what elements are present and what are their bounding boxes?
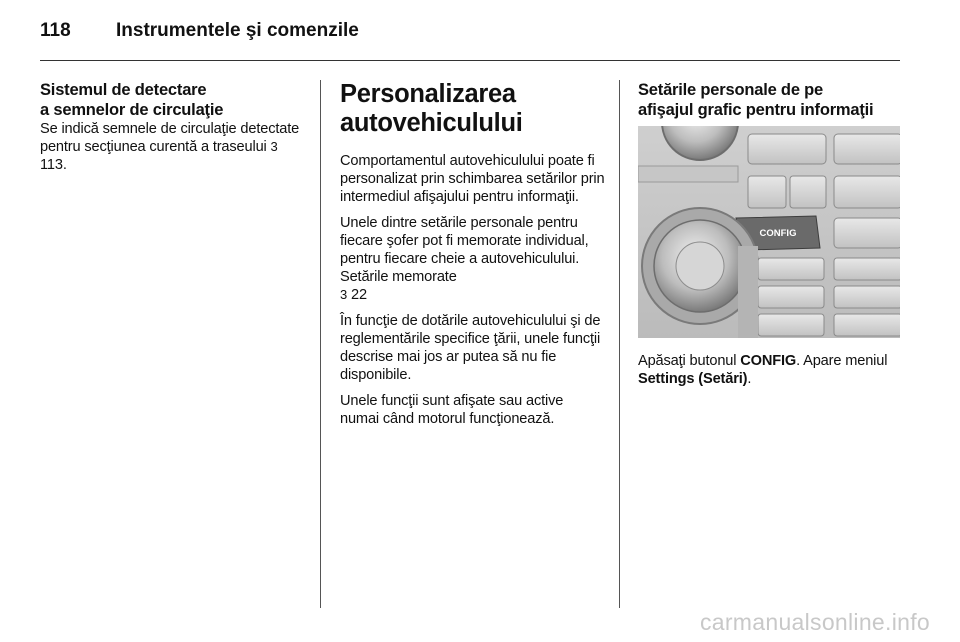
paragraph-2: Unele dintre setările personale pentru fiecare şofer pot fi memorate individual, pentru fiecare cheie a autovehiculului. Setările memorate 3 22 — [340, 215, 589, 303]
config-keyword: CONFIG — [740, 353, 797, 369]
paragraph-4: Unele funcţii sunt afişate sau active numai când motorul funcţionează. — [340, 393, 564, 427]
traffic-sign-heading: Sistemul de detectare a semnelor de circulaţie — [40, 81, 224, 119]
personalization-heading: Personalizarea autovehiculului — [340, 80, 523, 137]
config-label: CONFIG — [759, 228, 797, 239]
page-ref-icon: 3 — [270, 139, 278, 154]
paragraph-3: În funcţie de dotările autovehiculului şi de reglementările specifice ţării, unele funcţii descrise mai jos ar putea să nu fie disponibile. — [340, 313, 601, 383]
column-3 — [638, 80, 900, 396]
config-button-photo — [638, 126, 900, 338]
column-divider-1 — [320, 80, 321, 608]
page-ref: 22 — [347, 287, 367, 303]
page-header — [40, 18, 900, 44]
settings-keyword: Settings (Setări) — [638, 371, 748, 387]
page-ref-icon: 3 — [340, 287, 348, 302]
display-settings-heading: Setările personale de pe afişajul grafic pentru informaţii — [638, 81, 874, 119]
traffic-sign-text: Se indică semnele de circulaţie detectate pentru secţiunea curentă a traseului 3 113. — [40, 121, 300, 173]
page-number: 118 — [40, 20, 71, 41]
column-2 — [340, 80, 605, 436]
column-1 — [40, 80, 300, 182]
column-divider-2 — [619, 80, 620, 608]
watermark: carmanualsonline.info — [699, 609, 930, 635]
section-title: Instrumentele şi comenzile — [116, 20, 359, 41]
config-instruction: Apăsaţi butonul CONFIG. Apare meniul Settings (Setări). — [638, 353, 888, 387]
header-divider — [40, 60, 900, 61]
page-ref: 113. — [40, 157, 67, 173]
paragraph-1: Comportamentul autovehiculului poate fi personalizat prin schimbarea setărilor prin intermediul afişajului pentru informaţii. — [340, 153, 605, 205]
